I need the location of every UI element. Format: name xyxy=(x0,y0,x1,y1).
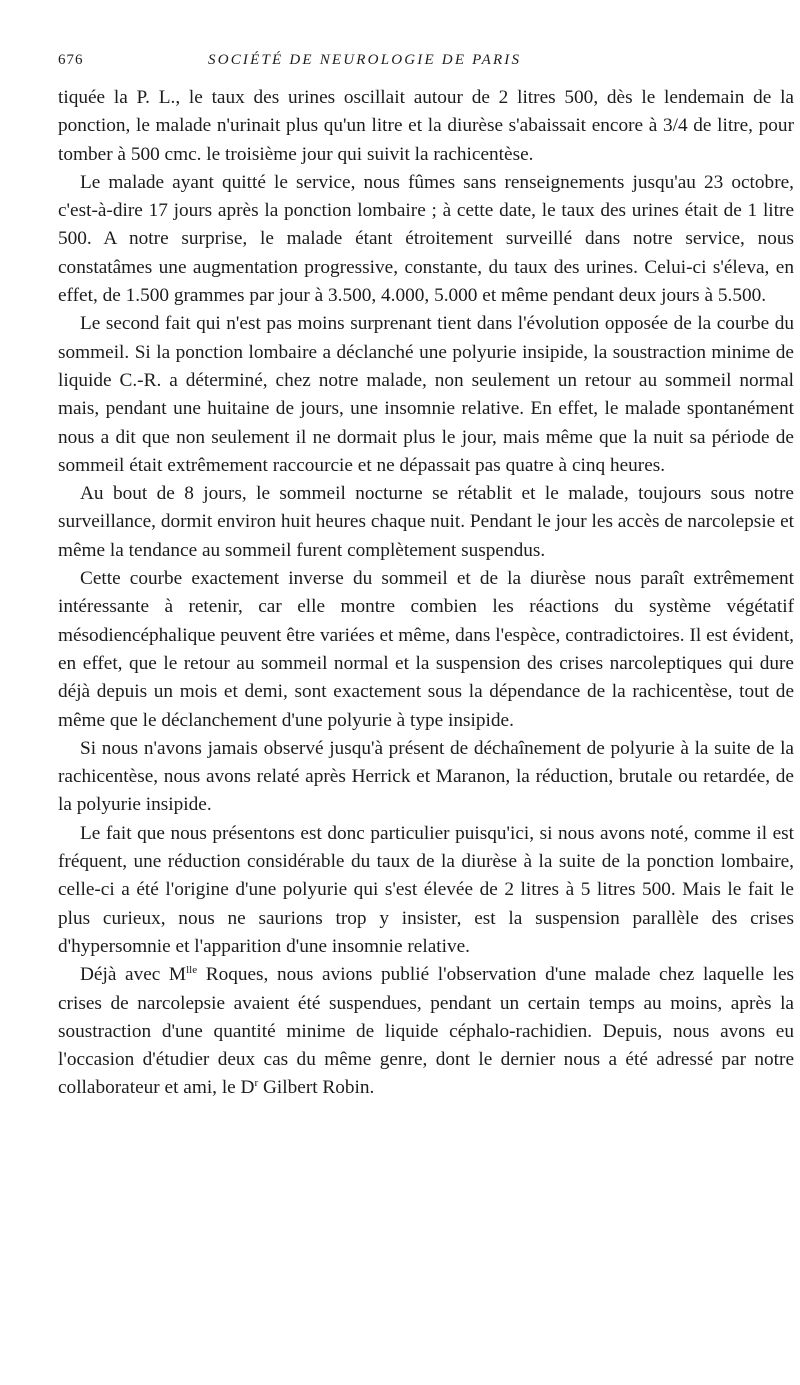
paragraph-6: Si nous n'avons jamais observé jusqu'à présent de déchaînement de polyurie à la suite de la rachicentèse, nous avons relaté après Herrick et Maranon, la réduction, brutale ou retardée, de la polyurie insipide. xyxy=(58,737,794,816)
paragraph-2: Le malade ayant quitté le service, nous fûmes sans renseignements jusqu'au 23 octobre, c'est-à-dire 17 jours après la ponction lombaire ; à cette date, le taux des urines était de 1 litre 500. A notre surprise, le malade étant étroitement surveillé dans notre service, nous constatâmes une augmentation progressive, constante, du taux des urines. Celui-ci s'éleva, en effet, de 1.500 grammes par jour à 3.500, 4.000, 5.000 et même pendant deux jours à 5.500. xyxy=(58,171,794,307)
paragraph-8-part-2: Roques, nous avions publié l'observation d'une malade chez laquelle les crises de narcolepsie avaient été suspendues, pendant un certain temps au moins, après la soustraction d'une quantité minime de liquide céphalo-rachidien. Depuis, nous avons eu l'occasion d'étudier deux cas du même genre, dont le dernier nous a été adressé par notre collaborateur et ami, le D xyxy=(58,964,795,1099)
paragraph-8 xyxy=(58,961,794,1102)
paragraph-8-part-1: Déjà avec M xyxy=(80,964,187,986)
body-text xyxy=(58,84,794,1103)
paragraph-3: Le second fait qui n'est pas moins surprenant tient dans l'évolution opposée de la courbe du sommeil. Si la ponction lombaire a déclanché une polyurie insipide, la soustraction minime de liquide C.-R. a déterminé, chez notre malade, non seulement un retour au sommeil normal mais, pendant une huitaine de jours, une insomnie relative. En effet, le malade spontanément nous a dit que non seulement il ne dormait plus le jour, mais même que la nuit sa période de sommeil était extrêmement raccourcie et ne dépassait pas quatre à cinq heures. xyxy=(58,313,794,476)
paragraph-7: Le fait que nous présentons est donc particulier puisqu'ici, si nous avons noté, comme il est fréquent, une réduction considérable du taux de la diurèse à la suite de la ponction lombaire, celle-ci a été l'origine d'une polyurie qui s'est élevée de 2 litres à 5 litres 500. Mais le fait le plus curieux, nous ne saurions trop y insister, est la suspension parallèle des crises d'hypersomnie et l'apparition d'une insomnie relative. xyxy=(58,822,794,957)
paragraph-8-part-3: Gilbert Robin. xyxy=(258,1077,375,1099)
journal-title: SOCIÉTÉ DE NEUROLOGIE DE PARIS xyxy=(208,52,522,68)
mademoiselle-abbrev: lle xyxy=(186,964,198,977)
page-number: 676 xyxy=(58,52,84,68)
document-page xyxy=(58,52,794,1103)
paragraph-1: tiquée la P. L., le taux des urines oscillait autour de 2 litres 500, dès le lendemain de la ponction, le malade n'urinait plus qu'un litre et la diurèse s'abaissait encore à 3/4 de litre, pour tomber à 500 cmc. le troisième jour qui suivit la rachicentèse. xyxy=(58,87,794,165)
paragraph-4: Au bout de 8 jours, le sommeil nocturne se rétablit et le malade, toujours sous notre surveillance, dormit environ huit heures chaque nuit. Pendant le jour les accès de narcolepsie et même la tendance au sommeil furent complètement suspendus. xyxy=(58,483,794,561)
docteur-abbrev: r xyxy=(254,1077,259,1090)
paragraph-5: Cette courbe exactement inverse du sommeil et de la diurèse nous paraît extrêmement intéressante à retenir, car elle montre combien les réactions du système végétatif mésodiencéphalique peuvent être variées et même, dans l'espèce, contradictoires. Il est évident, en effet, que le retour au sommeil normal et la suspension des crises narcoleptiques qui dure déjà depuis un mois et demi, sont exactement sous la dépendance de la rachicentèse, tout de même que le déclanchement d'une polyurie à type insipide. xyxy=(58,568,794,731)
running-head xyxy=(58,52,794,78)
